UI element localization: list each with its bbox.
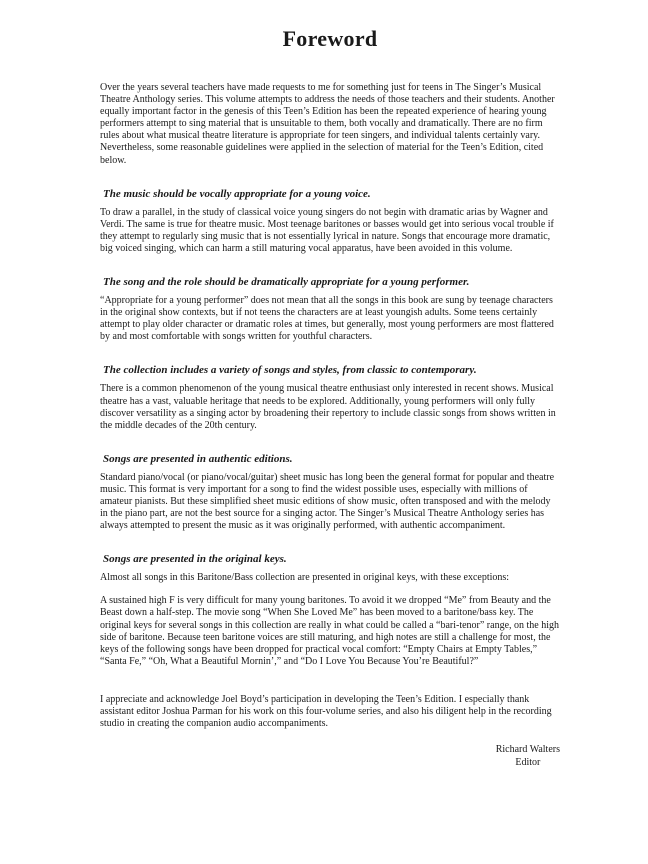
section-5-paragraph-1: Almost all songs in this Baritone/Bass collection are presented in original keys, with these exceptions: — [100, 572, 510, 584]
section-5-paragraph-2: A sustained high F is very difficult for many young baritones. To avoid it we dropped “Me” from Beauty and the Beast down a half-step. The movie song “When She Loved Me” has been moved to a baritone/bass key. The original keys for several songs in this collection are really in what could be called a “bari-tenor” range, on the high side of baritone. Because teen baritone voices are still maturing, and high notes are still a challenge for most, the keys of the following songs have been dropped for practical vocal comfort: “Empty Chairs at Empty Tables,” “Santa Fe,” “Oh, What a Beautiful Mornin’,” and “Do I Love You Because You’re Beautiful?” — [100, 595, 560, 667]
document-content — [100, 82, 560, 769]
signature-name: Richard Walters — [495, 744, 560, 756]
section-4-heading: Songs are presented in authentic editions. — [103, 452, 293, 465]
section-dramatically-appropriate — [100, 276, 560, 343]
section-3-heading: The collection includes a variety of songs and styles, from classic to contemporary. — [103, 364, 477, 377]
signature-block — [496, 744, 560, 769]
section-2-heading: The song and the role should be dramatically appropriate for a young performer. — [103, 276, 470, 289]
intro-paragraph: Over the years several teachers have made requests to me for something just for teens in The Singer’s Musical Theatre Anthology series. This volume attempts to address the needs of those teachers and their students. Another equally important factor in the genesis of this Teen’s Edition has been the repeated experience of hearing young performers attempt to sing material that is unsuitable to them, both vocally and dramatically. There are no firm rules about what musical theatre literature is appropriate for teen singers, and individual talents certainly vary. Nevertheless, some reasonable guidelines were applied in the selection of material for the Teen’s Edition, cited below. — [100, 82, 555, 166]
section-5-heading: Songs are presented in the original keys. — [103, 553, 287, 566]
signature-role: Editor — [515, 756, 541, 768]
section-vocally-appropriate — [100, 188, 560, 255]
section-original-keys — [100, 553, 560, 668]
section-1-paragraph: To draw a parallel, in the study of classical voice young singers do not begin with dramatic arias by Wagner and Verdi. The same is true for theatre music. Most teenage baritones or basses would get into serious vocal trouble if they attempt to regularly sing music that is not essentially lyrical in nature. Songs that encourage more dramatic, big voiced singing, which can harm a still maturing vocal apparatus, have been avoided in this volume. — [100, 206, 554, 254]
section-2-paragraph: “Appropriate for a young performer” does not mean that all the songs in this book are sung by teenage characters in the original show contexts, but if not teens the characters are at least youngish adults. Some teens certainly attempt to play older character or dramatic roles at times, but generally, most young performers are most flattered by and most comfortable with songs written for youthful characters. — [100, 295, 554, 343]
section-authentic-editions — [100, 453, 560, 532]
section-3-paragraph: There is a common phenomenon of the young musical theatre enthusiast only interested in recent shows. Musical theatre has a vast, valuable heritage that needs to be explored. Additionally, young performers will only fully discover versatility as a singing actor by broadening their repertory to include classic songs from shows written in the middle decades of the 20th century. — [100, 383, 556, 431]
closing-paragraph: I appreciate and acknowledge Joel Boyd’s participation in developing the Teen’s Edition. I especially thank assistant editor Joshua Parman for his work on this four-volume series, and also his diligent help in the recording studio in creating the companion audio accompaniments. — [100, 693, 552, 730]
section-variety-of-songs — [100, 364, 560, 431]
section-1-heading: The music should be vocally appropriate for a young voice. — [103, 187, 371, 200]
page-title: Foreword — [282, 26, 378, 51]
section-4-paragraph: Standard piano/vocal (or piano/vocal/guitar) sheet music has long been the general format for popular and theatre music. This format is very important for a song to find the widest possible uses, especially with millions of amateur pianists. But these simplified sheet music editions of show music, often transposed and with the melody in the piano part, are not the best source for a singing actor. The Singer’s Musical Theatre Anthology series has always attempted to present the music as it was originally performed, with authentic accompaniment. — [100, 471, 555, 532]
